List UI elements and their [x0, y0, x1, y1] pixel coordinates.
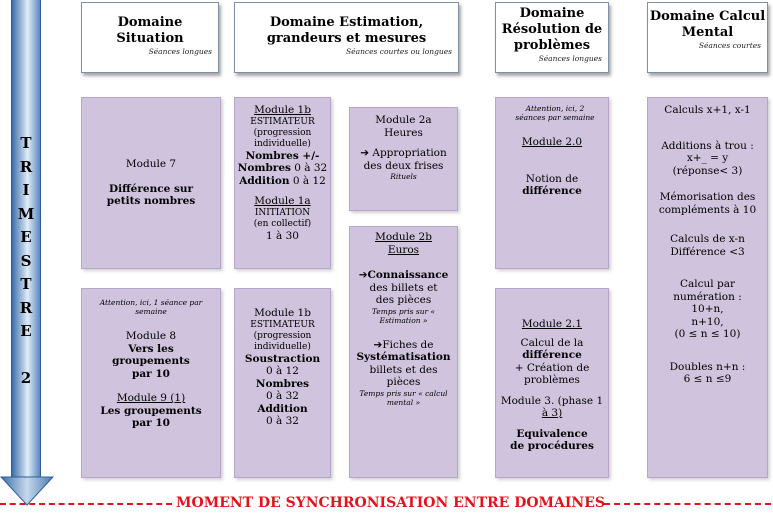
m1b-b-sub1: ESTIMATEUR [250, 319, 315, 330]
m2a-line1: ➔ Appropriation des deux frises [360, 147, 447, 172]
header-resolution [495, 2, 609, 73]
calcul-item-5: Mémorisation des compléments à 10 [658, 191, 757, 216]
resolution-module3: Module 3. (phase 1 [500, 394, 604, 407]
m2b-title: Module 2b [375, 231, 432, 243]
calcul-item-7: Différence <3 [670, 245, 745, 258]
m1b-b-l1: 0 à 12 [266, 365, 299, 377]
header-estimation-sub: Séances courtes ou longues [346, 47, 452, 56]
calcul-box [647, 97, 768, 478]
m1a-line: 1 à 30 [266, 229, 299, 242]
header-situation-title1: Domaine [117, 15, 183, 30]
situation-note: Attention, ici, 1 séance par semaine [99, 298, 203, 316]
m1b-b-l2-bold: Nombres [255, 377, 310, 390]
resolution-module3b: à 3) [541, 407, 563, 419]
m2b-line1: des billets et des pièces [369, 281, 438, 306]
estimation-module2a-box [349, 107, 458, 211]
trimestre-letter: T [20, 275, 32, 293]
m1b-b-sub2: (progression individuelle) [253, 330, 312, 352]
trimestre-letter: E [20, 228, 32, 246]
m2b-note1: Temps pris sur « Estimation » [371, 306, 436, 325]
m1b-b-l3: 0 à 32 [266, 415, 299, 427]
m1b-a-title: Module 1b [254, 104, 311, 116]
header-situation-sub: Séances longues [148, 47, 212, 56]
m2b-line2-head: ➔Fiches de [373, 338, 434, 351]
resolution-box-2 [495, 288, 609, 478]
calcul-item-9: 10+n, [691, 303, 724, 315]
header-calcul-title1: Domaine Calcul [649, 9, 766, 24]
situation-module9-title: Module 9 (1) [116, 392, 186, 404]
calcul-item-2: Additions à trou : [661, 139, 754, 152]
header-estimation [234, 2, 459, 73]
trimestre-label [11, 132, 41, 391]
resolution-box-1 [495, 97, 609, 269]
m1b-b-l1-bold: Soustraction [244, 352, 321, 365]
trimestre-letter: T [20, 134, 32, 152]
m1b-b-l3-bold: Addition [257, 402, 308, 415]
calcul-item-4: (réponse< 3) [672, 164, 743, 177]
resolution-l2: + Création de problèmes [514, 361, 590, 386]
m1b-a-sub2: (progression individuelle) [253, 127, 312, 149]
header-resolution-title1: Domaine [519, 6, 585, 21]
situation-box-1 [81, 97, 221, 269]
resolution-note: Attention, ici, 2 séances par semaine [515, 104, 595, 122]
m1b-a-sub1: ESTIMATEUR [250, 116, 315, 127]
calcul-item-11: (0 ≤ n ≤ 10) [674, 328, 741, 340]
calcul-item-13: 6 ≤ n ≤9 [683, 373, 732, 385]
m1b-b-title: Module 1b [254, 307, 311, 319]
resolution-l1: Calcul de la [520, 336, 584, 349]
m1a-sub2: (en collectif) [253, 218, 312, 229]
m2b-note2: Temps pris sur « calcul mental » [359, 388, 448, 407]
m2b-line2: billets et des pièces [369, 363, 438, 388]
resolution-module20-line1-bold: différence [522, 185, 582, 197]
sync-label: MOMENT DE SYNCHRONISATION ENTRE DOMAINES [176, 495, 606, 511]
header-resolution-title3: problèmes [513, 38, 591, 53]
trimestre-letter: R [19, 157, 33, 176]
calcul-item-3: x+_ = y [686, 152, 729, 164]
situation-module7-text: Différence sur petits nombres [106, 182, 196, 207]
header-situation [81, 2, 219, 73]
estimation-module1b-box-2 [234, 288, 331, 478]
m1a-title: Module 1a [254, 195, 311, 207]
sync-dash-right [604, 503, 771, 505]
trimestre-letter: E [20, 322, 32, 340]
m2a-title: Module 2a [375, 114, 432, 126]
trimestre-letter: S [20, 251, 32, 270]
m1b-a-line2: Nombres 0 à 32 [237, 162, 328, 174]
trimestre-letter: 2 [20, 369, 32, 387]
trimestre-letter: M [17, 204, 35, 223]
m2b-line1-head: ➔Connaissance [358, 269, 449, 281]
trimestre-letter: R [19, 298, 33, 317]
header-estimation-title2: grandeurs et mesures [266, 31, 427, 46]
resolution-module21-title: Module 2.1 [521, 318, 583, 330]
header-calcul-title2: Mental [681, 25, 734, 40]
trimestre-letter: I [22, 181, 30, 199]
calcul-item-12: Doubles n+n : [669, 360, 746, 373]
m2b-line2-bold: Systématisation [356, 351, 451, 363]
situation-module9-text: Les groupements par 10 [100, 404, 202, 429]
header-calcul [647, 2, 768, 73]
resolution-l1-bold: différence [522, 349, 582, 361]
situation-module8-title: Module 8 [125, 330, 177, 342]
m1b-a-line1: Nombres +/- [245, 149, 320, 162]
calcul-item-1: Calculs x+1, x-1 [664, 104, 751, 116]
m2b-sub: Euros [387, 243, 420, 256]
header-resolution-title2: Résolution de [501, 22, 603, 37]
calcul-item-6: Calculs de x-n [670, 233, 745, 245]
header-estimation-title1: Domaine Estimation, [269, 15, 424, 30]
estimation-module2b-box [349, 226, 458, 478]
m1b-a-line3: Addition 0 à 12 [239, 174, 326, 187]
sync-dash-left [0, 503, 172, 505]
trimestre-letter [11, 344, 41, 368]
resolution-module20-title: Module 2.0 [521, 136, 583, 148]
resolution-l3-bold: Equivalence de procédures [510, 427, 594, 452]
header-resolution-sub: Séances longues [538, 54, 602, 63]
header-calcul-sub: Séances courtes [698, 41, 761, 50]
situation-module7-title: Module 7 [125, 158, 177, 170]
situation-box-2 [81, 288, 221, 478]
m1a-sub1: INITIATION [254, 207, 311, 218]
situation-module8-text: Vers les groupements par 10 [112, 342, 190, 380]
calcul-item-10: n+10, [691, 315, 724, 328]
timeline-arrow-head [0, 476, 54, 506]
m1b-b-l2: 0 à 32 [266, 390, 299, 402]
resolution-module20-line1: Notion de [525, 172, 579, 185]
estimation-module1b-box-1 [234, 97, 331, 269]
m2a-note: Rituels [390, 172, 417, 181]
m2a-sub: Heures [384, 126, 423, 139]
calcul-item-8: Calcul par numération : [673, 278, 742, 303]
header-situation-title2: Situation [116, 31, 184, 46]
